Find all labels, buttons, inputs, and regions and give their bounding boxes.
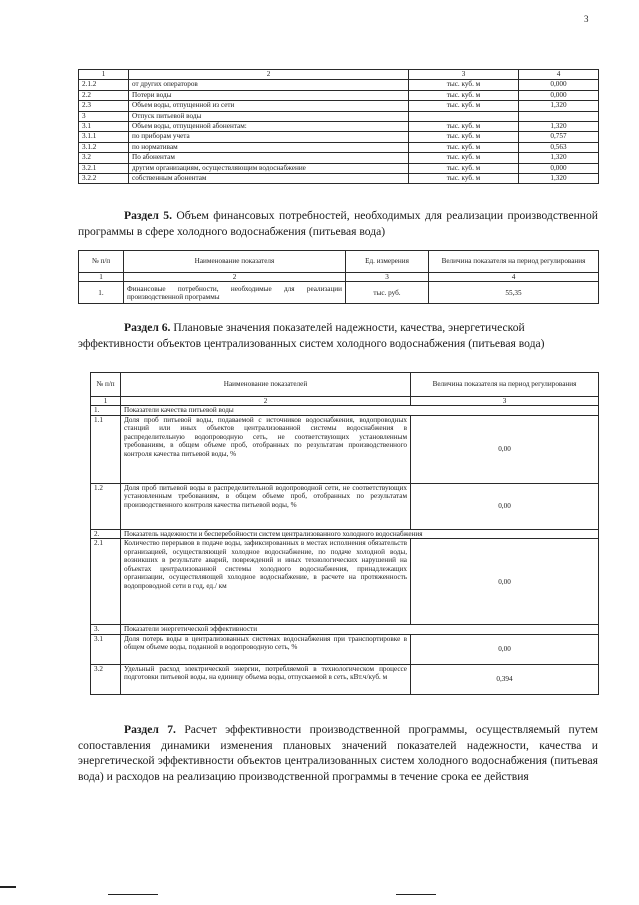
table-header-row: [79, 251, 599, 273]
group-title: Показатели энергетической эффективности: [121, 625, 599, 634]
scan-mark: [0, 886, 16, 888]
cell-name: по приборам учета: [129, 132, 409, 142]
cell-number: 3.1: [91, 634, 121, 664]
cell-number: 2.1: [91, 539, 121, 625]
cell-value: [519, 111, 599, 121]
table-row: [91, 664, 599, 694]
section-5-heading: [78, 208, 598, 239]
cell-value: 0,563: [519, 142, 599, 152]
cell-name: по нормативам: [129, 142, 409, 152]
group-title: Показатель надежности и бесперебойности систем централизованного холодного водоснабжения: [121, 529, 599, 538]
cell-value: 0,394: [411, 664, 599, 694]
cell-number: 3.1.2: [79, 142, 129, 152]
section-7-text: Расчет эффективности производственной программы, осуществляемый путем сопоставления динамики изменения плановых значений показателей надежности, качества и энергетической эффективности объектов централизованных систем холодного водоснабжения (питьевая вода) и расходов на реализацию производственной программы в течение срока ее действия: [78, 723, 598, 783]
header-cell: Ед. измерения: [346, 251, 429, 273]
table-row: [79, 173, 599, 183]
table-row: [79, 111, 599, 121]
page-number: 3: [584, 14, 589, 24]
cell-value: 0,000: [519, 163, 599, 173]
cell-value: 0,00: [411, 415, 599, 483]
cell-number: 1.: [79, 282, 124, 304]
cell-unit: тыс. куб. м: [409, 132, 519, 142]
section-5-label: Раздел 5.: [124, 209, 172, 222]
financial-needs-table: [78, 250, 599, 304]
header-cell: 4: [519, 70, 599, 80]
cell-number: 2.: [91, 529, 121, 538]
header-cell: № п/п: [79, 251, 124, 273]
table-row: [79, 90, 599, 100]
table-number-row: [91, 397, 599, 406]
cell-value: 1,320: [519, 121, 599, 131]
cell-unit: тыс. куб. м: [409, 101, 519, 111]
section-6-heading: [78, 320, 598, 351]
header-cell: Наименование показателя: [124, 251, 346, 273]
scan-mark: [396, 894, 436, 895]
group-row: [91, 406, 599, 415]
cell-number: 3.2: [91, 664, 121, 694]
header-cell: Величина показателя на период регулирования: [411, 373, 599, 397]
cell-number: 3.1.1: [79, 132, 129, 142]
cell-unit: тыс. куб. м: [409, 153, 519, 163]
cell-name: от других операторов: [129, 80, 409, 90]
column-number: 2: [121, 397, 411, 406]
cell-unit: тыс. куб. м: [409, 80, 519, 90]
cell-unit: тыс. куб. м: [409, 173, 519, 183]
table-row: [91, 415, 599, 483]
column-number: 3: [346, 273, 429, 282]
table-header-row: [91, 373, 599, 397]
table-row: [79, 80, 599, 90]
table-row: [79, 132, 599, 142]
table-header-row: [79, 70, 599, 80]
table-row: [79, 142, 599, 152]
cell-value: 0,000: [519, 90, 599, 100]
cell-number: 2.3: [79, 101, 129, 111]
header-cell: 3: [409, 70, 519, 80]
cell-number: 3.: [91, 625, 121, 634]
table-row: [91, 634, 599, 664]
header-cell: № п/п: [91, 373, 121, 397]
cell-name: По абонентам: [129, 153, 409, 163]
cell-value: 0,00: [411, 483, 599, 529]
cell-unit: тыс. куб. м: [409, 90, 519, 100]
column-number: 2: [124, 273, 346, 282]
group-row: [91, 625, 599, 634]
cell-name: Доля проб питьевой воды в распределительной водопроводной сети, не соответствующих установленным требованиям, в общем объеме проб, отобранных по результатам производственного контроля качества питьевой воды, %: [121, 483, 411, 529]
cell-value: 1,320: [519, 153, 599, 163]
cell-name: Финансовые потребности, необходимые для реализации производственной программы: [124, 282, 346, 304]
cell-number: 3.2: [79, 153, 129, 163]
cell-name: собственным абонентам: [129, 173, 409, 183]
cell-name: Объем воды, отпущенной из сети: [129, 101, 409, 111]
cell-name: другим организациям, осуществляющим водоснабжение: [129, 163, 409, 173]
column-number: 3: [411, 397, 599, 406]
cell-unit: тыс. куб. м: [409, 121, 519, 131]
cell-name: Объем воды, отпущенной абонентам:: [129, 121, 409, 131]
cell-value: 55,35: [429, 282, 599, 304]
cell-name: Удельный расход электрической энергии, потребляемой в технологическом процессе подготовки питьевой воды, на единицу объема воды, отпускаемой в сеть, кВт.ч/куб. м: [121, 664, 411, 694]
table-row: [79, 153, 599, 163]
section-7-label: Раздел 7.: [124, 723, 176, 736]
cell-number: 2.2: [79, 90, 129, 100]
section-6-label: Раздел 6.: [124, 321, 171, 334]
table-row: [91, 483, 599, 529]
cell-number: 1.1: [91, 415, 121, 483]
scan-mark: [108, 894, 158, 895]
cell-name: Количество перерывов в подаче воды, зафиксированных в местах исполнения обязательств организацией, осуществляющей холодное водоснабжение, по подаче холодной воды, возникших в результате аварий, повреждений и иных технологических нарушений на объектах централизованной системы холодного водоснабжения, принадлежащих организации, осуществляющей холодное водоснабжение, в расчете на протяженность водопроводной сети в год, ед./ км: [121, 539, 411, 625]
cell-value: 0,00: [411, 539, 599, 625]
cell-name: Доля потерь воды в централизованных системах водоснабжения при транспортировке в общем объеме воды, поданной в водопроводную сеть, %: [121, 634, 411, 664]
cell-value: 0,00: [411, 634, 599, 664]
table-row: [91, 539, 599, 625]
header-cell: 2: [129, 70, 409, 80]
water-balance-table: [78, 69, 599, 184]
column-number: 1: [79, 273, 124, 282]
cell-number: 3.1: [79, 121, 129, 131]
group-row: [91, 529, 599, 538]
section-5-text: Объем финансовых потребностей, необходимых для реализации производственной программы в сфере холодного водоснабжения (питьевая вода): [78, 209, 598, 238]
cell-name: Доля проб питьевой воды, подаваемой с источников водоснабжения, водопроводных станций или иных объектов централизованной системы водоснабжения в распределительную водопроводную сеть, не соответствующих установленным требованиям, в общем объеме проб, отобранных по результатам производственного контроля качества питьевой воды, %: [121, 415, 411, 483]
section-7-heading: [78, 722, 598, 784]
table-row: [79, 282, 599, 304]
cell-value: 0,000: [519, 80, 599, 90]
column-number: 4: [429, 273, 599, 282]
cell-value: 1,320: [519, 173, 599, 183]
cell-unit: тыс. руб.: [346, 282, 429, 304]
group-title: Показатели качества питьевой воды: [121, 406, 599, 415]
cell-value: 0,757: [519, 132, 599, 142]
cell-number: 1.2: [91, 483, 121, 529]
cell-number: 1.: [91, 406, 121, 415]
cell-number: 3.2.2: [79, 173, 129, 183]
table-row: [79, 163, 599, 173]
cell-unit: [409, 111, 519, 121]
cell-name: Отпуск питьевой воды: [129, 111, 409, 121]
indicators-table: [90, 372, 599, 695]
cell-number: 2.1.2: [79, 80, 129, 90]
cell-unit: тыс. куб. м: [409, 142, 519, 152]
cell-number: 3: [79, 111, 129, 121]
header-cell: Наименование показателей: [121, 373, 411, 397]
section-6-text: Плановые значения показателей надежности, качества, энергетической эффективности объектов централизованных систем холодного водоснабжения (питьевая вода): [78, 321, 545, 350]
cell-value: 1,320: [519, 101, 599, 111]
cell-unit: тыс. куб. м: [409, 163, 519, 173]
table-row: [79, 101, 599, 111]
header-cell: 1: [79, 70, 129, 80]
table-row: [79, 121, 599, 131]
column-number: 1: [91, 397, 121, 406]
table-number-row: [79, 273, 599, 282]
cell-number: 3.2.1: [79, 163, 129, 173]
cell-name: Потери воды: [129, 90, 409, 100]
header-cell: Величина показателя на период регулирования: [429, 251, 599, 273]
